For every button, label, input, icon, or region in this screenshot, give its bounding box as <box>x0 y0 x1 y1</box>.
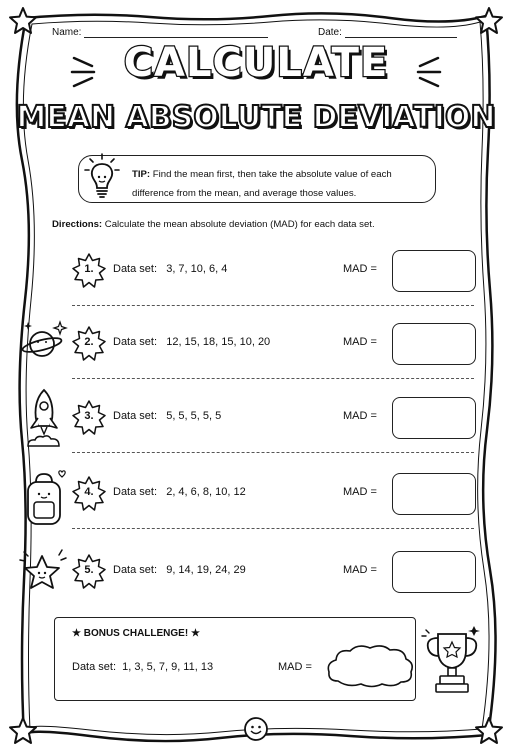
mad-answer-box[interactable] <box>392 473 476 515</box>
problem-number: 1. <box>84 263 94 275</box>
title-line1: CALCULATE <box>123 40 389 86</box>
row-divider <box>72 528 474 529</box>
data-set-values: 2, 4, 6, 8, 10, 12 <box>166 486 246 498</box>
star-icon <box>8 716 38 746</box>
date-line[interactable] <box>345 37 457 38</box>
star-icon <box>474 6 504 36</box>
sparkle-lines-icon <box>70 52 100 88</box>
name-line[interactable] <box>84 37 268 38</box>
mad-label: MAD = <box>343 263 377 275</box>
mad-label: MAD = <box>343 336 377 348</box>
mad-label: MAD = <box>343 486 377 498</box>
title-line2: MEAN ABSOLUTE DEVIATION <box>16 100 496 135</box>
directions-label: Directions: <box>52 219 103 230</box>
date-label: Date: <box>318 27 342 38</box>
data-set-label: Data set: <box>113 486 158 498</box>
bonus-title: ★ BONUS CHALLENGE! ★ <box>72 628 200 639</box>
data-set <box>113 263 227 275</box>
lightbulb-icon <box>84 150 120 202</box>
data-set-values: 9, 14, 19, 24, 29 <box>166 564 246 576</box>
problem-number: 4. <box>84 486 94 498</box>
bonus-mad-label: MAD = <box>278 661 312 673</box>
data-set-label: Data set: <box>113 263 158 275</box>
data-set-values: 5, 5, 5, 5, 5 <box>166 410 222 422</box>
bonus-data-set <box>72 661 213 673</box>
tip-text <box>132 165 428 203</box>
star-icon <box>474 716 504 746</box>
bonus-data-values: 1, 3, 5, 7, 9, 11, 13 <box>122 661 214 673</box>
star-icon <box>8 6 38 36</box>
smiley-icon <box>243 716 269 742</box>
mad-answer-box[interactable] <box>392 551 476 593</box>
data-set <box>113 410 221 422</box>
data-set-label: Data set: <box>113 410 158 422</box>
mad-answer-box[interactable] <box>392 323 476 365</box>
name-field[interactable] <box>52 27 268 38</box>
name-label: Name: <box>52 27 82 38</box>
directions <box>52 219 375 230</box>
data-set-label: Data set: <box>113 336 158 348</box>
sparkle-lines-icon <box>412 52 442 88</box>
mad-label: MAD = <box>343 410 377 422</box>
mad-answer-box[interactable] <box>392 250 476 292</box>
rocket-icon <box>24 386 64 452</box>
bonus-data-label: Data set: <box>72 661 117 673</box>
mad-answer-box[interactable] <box>392 397 476 439</box>
data-set-values: 12, 15, 18, 15, 10, 20 <box>166 336 271 348</box>
row-divider <box>72 305 474 306</box>
data-set <box>113 564 246 576</box>
problem-number: 3. <box>84 410 94 422</box>
tip-body: Find the mean first, then take the absolute value of each difference from the mean, and average those values. <box>132 169 392 199</box>
planet-icon <box>20 318 70 364</box>
directions-text: Calculate the mean absolute deviation (MAD) for each data set. <box>102 219 375 230</box>
data-set <box>113 486 246 498</box>
data-set <box>113 336 270 348</box>
row-divider <box>72 452 474 453</box>
problem-number: 5. <box>84 564 94 576</box>
bonus-answer-cloud[interactable] <box>324 641 416 689</box>
mad-label: MAD = <box>343 564 377 576</box>
smiling-star-icon <box>18 546 70 596</box>
data-set-values: 3, 7, 10, 6, 4 <box>166 263 228 275</box>
trophy-icon <box>420 624 484 700</box>
tip-label: TIP: <box>132 169 151 180</box>
date-field[interactable] <box>318 27 457 38</box>
backpack-icon <box>20 470 70 528</box>
data-set-label: Data set: <box>113 564 158 576</box>
problem-number: 2. <box>84 336 94 348</box>
row-divider <box>72 378 474 379</box>
